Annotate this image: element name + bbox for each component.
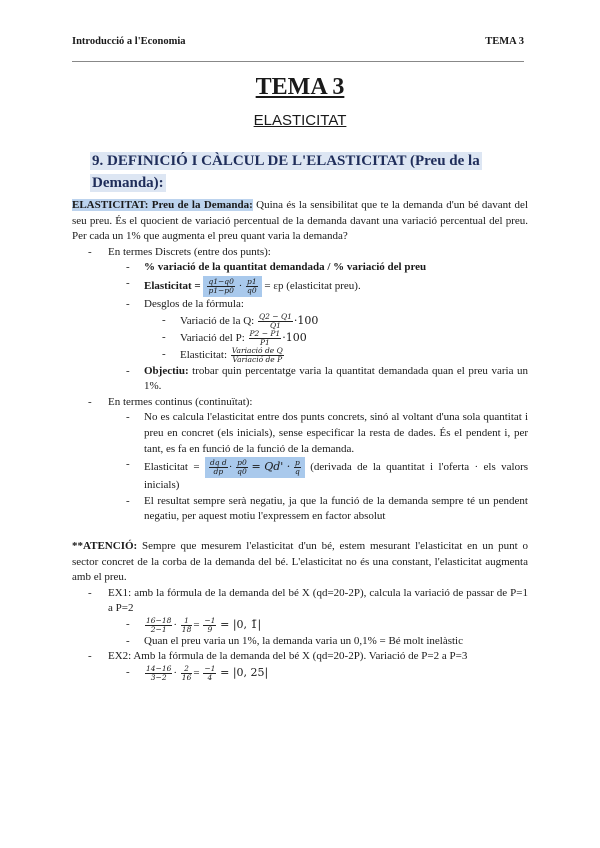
content-body xyxy=(72,198,528,682)
section-heading xyxy=(90,150,530,194)
list-item: - Quan el preu varia un 1%, la demanda varia un 0,1% = Bé molt inelàstic xyxy=(144,634,528,650)
list-item-continuous: - En termes continus (continuïtat): - No es calcula l'elasticitat entre dos punts concrets, sinó al voltant d'una sola quantitat i preu en concret (els inicials), sense especificar la resta de dades. És el pendent i, per tant, es fa en funció de la funció de la demanda. - Elasticitat = $\frac{\text{dq d}}{dp}$ · $\frac{p0}{q0}$ = Qd' · $\frac{p}{q}$ (derivada de la quantitat i l'oferta · els valors inicials) - El resultat sempre serà negatiu, ja que la funció de la demanda sempre té un pendent negatiu, per aquest motiu l'expressem en factor absolut xyxy=(108,395,528,525)
intro-label: ELASTICITAT: Preu de la Demanda: xyxy=(72,199,253,211)
section-number: 9. xyxy=(92,153,104,169)
list-item-discrete: - En termes Discrets (entre dos punts): - % variació de la quantitat demandada / % variació del preu - Elasticitat = $\frac{q1-q0}{p1-p0}$ · $\frac{p1}{q0}$ = εp (elasticitat preu). - Desglos de la fórmula: - Variació de la Q: $\frac{Q2 - Q1}{Q1}$ ·100 - Variació del P: $\frac{P2 - P1}{P1}$ ·100 - Elasticitat: $\frac{\text{Variació de Q}}{\text{Variació de P}}$ - Objectiu: trobar quin percentatge varia la quantitat demandada quan el preu varia un 1%. xyxy=(108,245,528,395)
list-item-ex2: - EX2: Amb la fórmula de la demanda del bé X (qd=20-2P). Variació de P=2 a P=3 - $\frac{14-16}{3-2}$ · $\frac{2}{16}$ = $\frac{-1}{4}$ = |0, 25| xyxy=(108,649,528,682)
list-item-elasticity-formula: - Elasticitat = $\frac{q1-q0}{p1-p0}$ · $\frac{p1}{q0}$ = εp (elasticitat preu). xyxy=(144,276,528,297)
header-divider xyxy=(72,61,524,62)
list-item-ex2-calc: - $\frac{14-16}{3-2}$ · $\frac{2}{16}$ = $\frac{-1}{4}$ = |0, 25| xyxy=(144,665,528,682)
intro-text: Quina és la sensibilitat que te la demanda d'un bé davant del seu preu. És el quocient de variació percentual de la demanda davant una variació percentual del preu. Per cada un 1% que augmenta el preu quant varia la demanda? xyxy=(72,199,528,243)
running-header xyxy=(72,36,524,47)
formula-box: $\frac{\text{dq d}}{dp}$ · $\frac{p0}{q0}$ = Qd' · $\frac{p}{q}$ xyxy=(205,457,305,478)
attention-paragraph: **ATENCIÓ: Sempre que mesurem l'elasticitat d'un bé, estem mesurant l'elasticitat en un punt o sector concret de la corba de la demanda del bé. L'elasticitat no és una constant, l'elasticitat augmenta amb el preu. xyxy=(72,539,529,584)
list-item: - Variació de la Q: $\frac{Q2 - Q1}{Q1}$ ·100 xyxy=(180,313,528,330)
list-item-breakdown: - Desglos de la fórmula: - Variació de la Q: $\frac{Q2 - Q1}{Q1}$ ·100 - Variació del P: $\frac{P2 - P1}{P1}$ ·100 - Elasticitat: $\frac{\text{Variació de Q}}{\text{Variació de P}}$ xyxy=(144,297,528,364)
examples-list xyxy=(72,586,528,682)
list-item: - Variació del P: $\frac{P2 - P1}{P1}$ ·100 xyxy=(180,330,528,347)
header-course: Introducció a l'Economia xyxy=(72,36,186,47)
list-item: - No es calcula l'elasticitat entre dos punts concrets, sinó al voltant d'una sola quantitat i preu en concret (els inicials), sense especificar la resta de dades. És el pendent i, per tant, es fa en funció de la funció de la demanda. xyxy=(144,410,528,457)
page-subtitle: ELASTICITAT xyxy=(253,112,347,129)
main-list xyxy=(72,245,528,525)
page-title: TEMA 3 xyxy=(255,74,345,100)
header-topic: TEMA 3 xyxy=(485,36,524,47)
attention-label: **ATENCIÓ: xyxy=(72,539,138,552)
list-item: - % variació de la quantitat demandada / % variació del preu xyxy=(144,260,528,276)
list-item-objective: - Objectiu: trobar quin percentatge varia la quantitat demandada quan el preu varia un 1%. xyxy=(144,364,528,395)
intro-paragraph xyxy=(72,198,528,245)
formula-box: $\frac{q1-q0}{p1-p0}$ · $\frac{p1}{q0}$ xyxy=(203,276,261,297)
list-item: - Elasticitat: $\frac{\text{Variació de Q}}{\text{Variació de P}}$ xyxy=(180,347,528,364)
list-item-derivative-formula: - Elasticitat = $\frac{\text{dq d}}{dp}$ · $\frac{p0}{q0}$ = Qd' · $\frac{p}{q}$ (derivada de la quantitat i l'oferta · els valors inicials) xyxy=(144,457,528,494)
list-item-ex1-calc: - $\frac{16-18}{2-1}$ · $\frac{1}{18}$ = $\frac{-1}{9}$ = |0, 1̄| xyxy=(144,617,528,634)
section-title: DEFINICIÓ I CÀLCUL DE L'ELASTICITAT (Preu de la Demanda): xyxy=(92,153,480,191)
list-item-ex1: - EX1: amb la fórmula de la demanda del bé X (qd=20-2P), calcula la variació de passar de P=1 a P=2 - $\frac{16-18}{2-1}$ · $\frac{1}{18}$ = $\frac{-1}{9}$ = |0, 1̄| - Quan el preu varia un 1%, la demanda varia un 0,1% = Bé molt inelàstic xyxy=(108,586,528,650)
list-item: - El resultat sempre serà negatiu, ja que la funció de la demanda sempre té un pendent negatiu, per aquest motiu l'expressem en factor absolut xyxy=(144,494,528,525)
